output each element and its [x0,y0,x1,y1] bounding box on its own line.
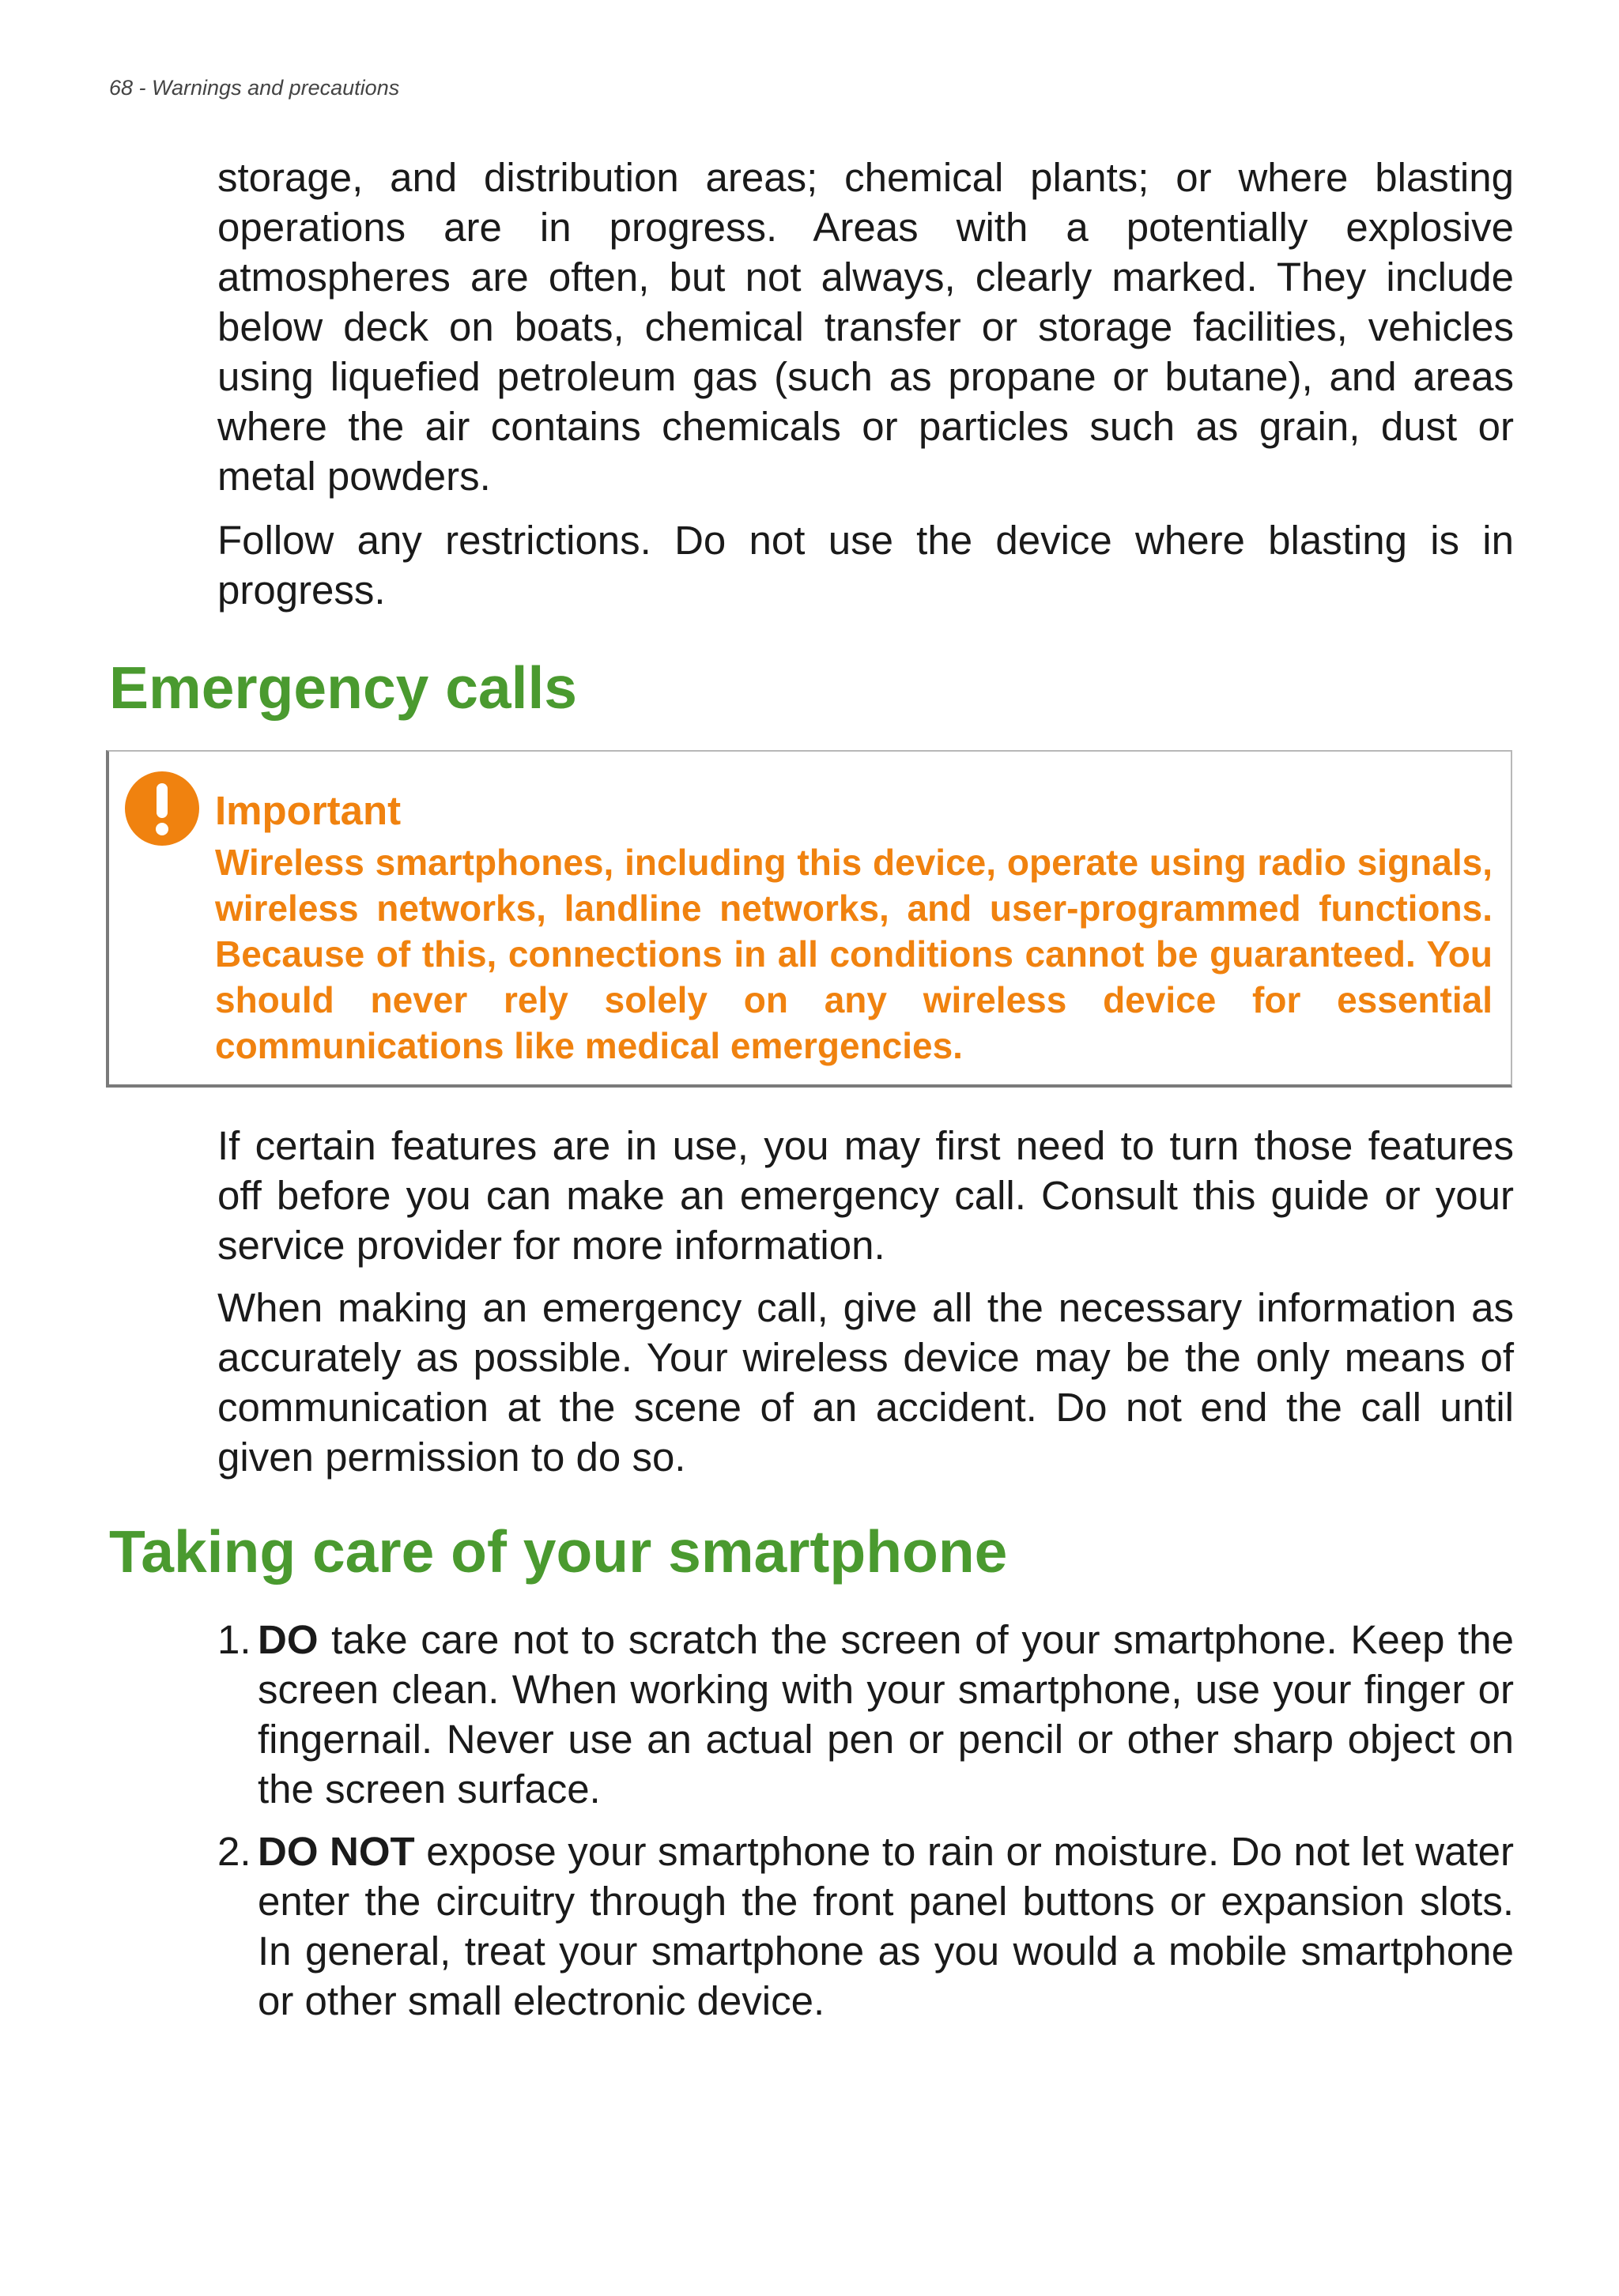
running-header: 68 - Warnings and precautions [109,76,400,100]
list-item-keyword: DO [258,1617,319,1662]
list-item-number: 1. [217,1617,251,1662]
notice-title: Important [215,788,402,833]
notice-text: Wireless smartphones, including this device, operate using radio signals, wireless networks, landline networks, and user-programmed functions. Because of this, connections in all conditions cannot be guaranteed. You should never rely solely on any wireless device for essential communications like medical emergencies. [215,842,1493,1066]
list-item-text: take care not to scratch the screen of your smartphone. Keep the screen clean. When working with your smartphone, use your finger or fingernail. Never use an actual pen or pencil or other sharp object on the screen surface. [258,1617,1514,1812]
emergency-paragraph-1: If certain features are in use, you may first need to turn those features off before you can make an emergency call. Consult this guide or your service provider for more information. [217,1123,1514,1268]
list-item [217,1827,1514,2026]
section-heading-emergency-calls: Emergency calls [109,654,578,721]
section-heading-taking-care: Taking care of your smartphone [109,1518,1008,1585]
list-item-body [258,1827,1514,2026]
list-item-text: expose your smartphone to rain or moisture. Do not let water enter the circuitry through the front panel buttons or expansion slots. In general, treat your smartphone as you would a mobile smartphone or other small electronic device. [258,1829,1514,2023]
exclamation-icon [125,771,199,846]
emergency-paragraph-2: When making an emergency call, give all the necessary information as accurately as possible. Your wireless device may be the only means of communication at the scene of an accident. Do not end the call until given permission to do so. [217,1285,1514,1480]
important-notice-box [106,750,1512,1088]
intro-paragraph-1: storage, and distribution areas; chemical plants; or where blasting operations are in progress. Areas with a potentially explosive atmospheres are often, but not always, clearly marked. They include below deck on boats, chemical transfer or storage facilities, vehicles using liquefied petroleum gas (such as propane or butane), and areas where the air contains chemicals or particles such as grain, dust or metal powders. [217,155,1514,499]
list-item [217,1615,1514,1814]
intro-paragraph-2: Follow any restrictions. Do not use the device where blasting is in progress. [217,518,1514,613]
list-item-number: 2. [217,1829,251,1874]
list-item-body [258,1615,1514,1814]
list-item-keyword: DO NOT [258,1829,415,1874]
